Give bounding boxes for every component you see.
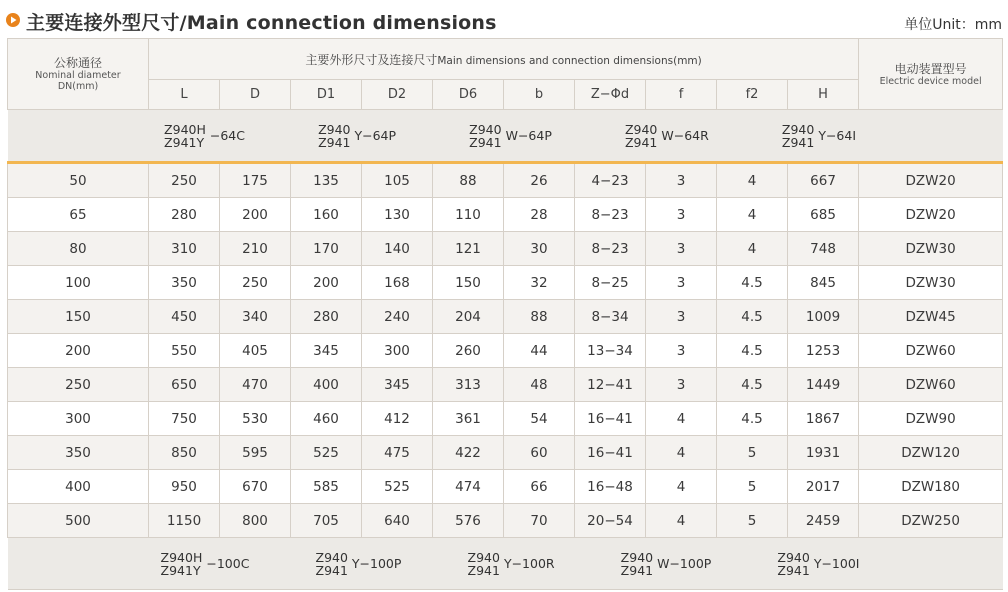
table-cell: 4: [646, 436, 717, 470]
table-cell: 670: [220, 470, 291, 504]
valve-model-suffix: −100C: [206, 556, 250, 571]
table-cell: 400: [291, 368, 362, 402]
table-cell: 88: [504, 300, 575, 334]
valve-model-line1: Z940: [469, 121, 502, 137]
dimension-header: H: [788, 80, 859, 110]
table-cell: 4: [646, 470, 717, 504]
table-cell: 3: [646, 368, 717, 402]
valve-model-line1: Z940: [467, 549, 500, 565]
table-cell: 200: [220, 198, 291, 232]
table-row: [8, 163, 1003, 198]
valve-model-suffix: −64C: [209, 128, 245, 143]
table-row: [8, 266, 1003, 300]
valve-model-line1: Z940: [315, 549, 348, 565]
valve-model-line2: Z941: [620, 562, 654, 578]
valve-model-prefix: [469, 123, 501, 149]
table-cell: 800: [220, 504, 291, 538]
table-cell: 1449: [788, 368, 859, 402]
table-cell: 350: [8, 436, 149, 470]
table-cell: 4.5: [717, 368, 788, 402]
valve-model-suffix: W−64P: [505, 128, 552, 143]
table-cell: 1150: [149, 504, 220, 538]
table-cell: 474: [433, 470, 504, 504]
table-row: [8, 300, 1003, 334]
valve-model-line1: Z940: [318, 121, 351, 137]
table-cell: 150: [8, 300, 149, 334]
valve-model-suffix: Y−100P: [351, 556, 402, 571]
table-cell: 135: [291, 163, 362, 198]
dimension-header: f2: [717, 80, 788, 110]
table-row: [8, 470, 1003, 504]
table-row: [8, 232, 1003, 266]
valve-model: [164, 123, 245, 149]
table-cell: 12−41: [575, 368, 646, 402]
table-cell: 475: [362, 436, 433, 470]
valve-model-line2: Z941: [624, 134, 658, 150]
table-cell: 525: [362, 470, 433, 504]
valve-model-line2: Z941: [469, 134, 502, 150]
table-cell: 412: [362, 402, 433, 436]
table-cell: 168: [362, 266, 433, 300]
model-row-pn64: [8, 110, 1003, 163]
valve-model-prefix: [782, 123, 814, 149]
table-cell: DZW60: [859, 334, 1003, 368]
table-cell: 3: [646, 266, 717, 300]
main-dimensions-header: [149, 39, 859, 80]
table-cell: DZW30: [859, 266, 1003, 300]
table-cell: 422: [433, 436, 504, 470]
table-cell: 280: [291, 300, 362, 334]
valve-model-suffix: Y−64P: [354, 128, 397, 143]
table-cell: 950: [149, 470, 220, 504]
table-row: [8, 504, 1003, 538]
table-cell: 121: [433, 232, 504, 266]
valve-model-prefix: [316, 551, 348, 577]
table-cell: 8−23: [575, 198, 646, 232]
table-cell: 4.5: [717, 266, 788, 300]
table-cell: 5: [717, 470, 788, 504]
table-cell: DZW30: [859, 232, 1003, 266]
table-cell: 705: [291, 504, 362, 538]
table-cell: 595: [220, 436, 291, 470]
main-dimensions-en: Main dimensions and connection dimensions(mm): [437, 54, 702, 67]
table-cell: 16−48: [575, 470, 646, 504]
table-cell: 300: [362, 334, 433, 368]
valve-model-prefix: [468, 551, 500, 577]
nominal-diameter-en: Nominal diameter: [35, 70, 121, 81]
valve-model-line2: Z941: [315, 562, 348, 578]
electric-device-en: Electric device model: [879, 75, 982, 87]
table-cell: 5: [717, 436, 788, 470]
table-cell: 470: [220, 368, 291, 402]
table-cell: 667: [788, 163, 859, 198]
table-row: [8, 402, 1003, 436]
table-cell: 260: [433, 334, 504, 368]
table-cell: 150: [433, 266, 504, 300]
table-cell: 26: [504, 163, 575, 198]
table-cell: 3: [646, 163, 717, 198]
play-circle-icon: [6, 13, 20, 27]
dimensions-table: [7, 38, 1003, 590]
table-cell: 48: [504, 368, 575, 402]
valve-model-prefix: [777, 551, 809, 577]
dimension-header: D1: [291, 80, 362, 110]
table-cell: 88: [433, 163, 504, 198]
valve-model: [777, 551, 859, 577]
table-cell: DZW250: [859, 504, 1003, 538]
valve-model: [782, 123, 856, 149]
table-cell: 345: [362, 368, 433, 402]
dimension-header: f: [646, 80, 717, 110]
electric-device-header: [859, 39, 1003, 110]
nominal-diameter-unit: DN(mm): [57, 81, 99, 92]
table-cell: DZW20: [859, 163, 1003, 198]
table-cell: DZW180: [859, 470, 1003, 504]
table-row: [8, 436, 1003, 470]
table-cell: 204: [433, 300, 504, 334]
table-cell: 340: [220, 300, 291, 334]
table-cell: 66: [504, 470, 575, 504]
valve-model-line2: Z941: [318, 134, 351, 150]
valve-model-suffix: Y−100I: [813, 556, 860, 571]
model-list: [8, 123, 1003, 149]
table-cell: 400: [8, 470, 149, 504]
table-cell: 30: [504, 232, 575, 266]
table-cell: 250: [8, 368, 149, 402]
table-cell: DZW20: [859, 198, 1003, 232]
valve-model-suffix: W−100P: [657, 556, 712, 571]
valve-model-line1: Z940H: [160, 549, 203, 565]
table-cell: 530: [220, 402, 291, 436]
table-cell: 300: [8, 402, 149, 436]
table-cell: 28: [504, 198, 575, 232]
table-cell: 310: [149, 232, 220, 266]
table-cell: 20−54: [575, 504, 646, 538]
page-title: 主要连接外型尺寸/Main connection dimensions: [26, 12, 497, 34]
table-cell: 140: [362, 232, 433, 266]
table-cell: DZW120: [859, 436, 1003, 470]
table-cell: 8−25: [575, 266, 646, 300]
table-cell: 748: [788, 232, 859, 266]
table-cell: 585: [291, 470, 362, 504]
table-cell: 250: [149, 163, 220, 198]
dimension-header: Z−Φd: [575, 80, 646, 110]
valve-model-suffix: W−64R: [661, 128, 709, 143]
table-cell: 850: [149, 436, 220, 470]
table-cell: 460: [291, 402, 362, 436]
dimension-header-row: [8, 80, 1003, 110]
table-cell: 70: [504, 504, 575, 538]
valve-model: [161, 551, 250, 577]
table-cell: 1931: [788, 436, 859, 470]
table-row: [8, 368, 1003, 402]
valve-model-line1: Z940H: [164, 121, 206, 137]
table-cell: 110: [433, 198, 504, 232]
model-row-pn100: [8, 538, 1003, 590]
table-cell: 60: [504, 436, 575, 470]
table-cell: 200: [8, 334, 149, 368]
table-cell: 4.5: [717, 300, 788, 334]
table-cell: 13−34: [575, 334, 646, 368]
table-cell: 3: [646, 198, 717, 232]
table-cell: 50: [8, 163, 149, 198]
table-cell: 350: [149, 266, 220, 300]
valve-model: [468, 551, 555, 577]
table-cell: 5: [717, 504, 788, 538]
valve-model-line1: Z940: [624, 121, 658, 137]
table-cell: 130: [362, 198, 433, 232]
valve-model-prefix: [164, 123, 206, 149]
table-cell: 4: [646, 504, 717, 538]
table-cell: 3: [646, 300, 717, 334]
table-cell: DZW60: [859, 368, 1003, 402]
table-cell: 4: [717, 163, 788, 198]
table-cell: 450: [149, 300, 220, 334]
table-cell: 200: [291, 266, 362, 300]
table-cell: 685: [788, 198, 859, 232]
model-cell: [8, 538, 1003, 590]
valve-model-line1: Z940: [620, 549, 654, 565]
valve-model-line2: Z941: [467, 562, 500, 578]
valve-model-line2: Z941Y: [164, 134, 205, 150]
table-cell: DZW45: [859, 300, 1003, 334]
valve-model: [625, 123, 709, 149]
table-cell: 4: [717, 232, 788, 266]
table-cell: 1009: [788, 300, 859, 334]
valve-model-suffix: Y−100R: [503, 556, 555, 571]
valve-model: [621, 551, 712, 577]
table-cell: 4: [717, 198, 788, 232]
table-cell: 845: [788, 266, 859, 300]
table-cell: 3: [646, 334, 717, 368]
dimension-header: D: [220, 80, 291, 110]
dimension-header: D2: [362, 80, 433, 110]
table-cell: 16−41: [575, 402, 646, 436]
valve-model-prefix: [318, 123, 350, 149]
table-cell: 8−34: [575, 300, 646, 334]
model-cell: [8, 110, 1003, 163]
electric-device-cn: 电动装置型号: [894, 61, 967, 76]
table-cell: DZW90: [859, 402, 1003, 436]
valve-model-prefix: [161, 551, 203, 577]
table-cell: 525: [291, 436, 362, 470]
table-cell: 280: [149, 198, 220, 232]
table-cell: 54: [504, 402, 575, 436]
valve-model-line2: Z941: [781, 134, 815, 150]
table-cell: 32: [504, 266, 575, 300]
valve-model: [469, 123, 552, 149]
page-header: [0, 0, 1008, 36]
valve-model-line2: Z941: [777, 562, 810, 578]
table-cell: 4.5: [717, 402, 788, 436]
valve-model: [316, 551, 402, 577]
valve-model-prefix: [625, 123, 657, 149]
valve-model-prefix: [621, 551, 653, 577]
table-cell: 405: [220, 334, 291, 368]
table-cell: 2017: [788, 470, 859, 504]
table-cell: 210: [220, 232, 291, 266]
table-cell: 500: [8, 504, 149, 538]
table-cell: 1867: [788, 402, 859, 436]
table-cell: 1253: [788, 334, 859, 368]
valve-model-line1: Z940: [781, 121, 815, 137]
table-cell: 4.5: [717, 334, 788, 368]
valve-model-suffix: Y−64I: [818, 128, 857, 143]
table-cell: 313: [433, 368, 504, 402]
table-cell: 4−23: [575, 163, 646, 198]
table-cell: 361: [433, 402, 504, 436]
table-cell: 3: [646, 232, 717, 266]
dimension-header: D6: [433, 80, 504, 110]
table-cell: 100: [8, 266, 149, 300]
table-cell: 16−41: [575, 436, 646, 470]
table-cell: 160: [291, 198, 362, 232]
table-cell: 80: [8, 232, 149, 266]
dimension-header: L: [149, 80, 220, 110]
table-row: [8, 198, 1003, 232]
table-cell: 640: [362, 504, 433, 538]
model-list: [8, 551, 1003, 577]
table-cell: 170: [291, 232, 362, 266]
table-cell: 8−23: [575, 232, 646, 266]
table-cell: 44: [504, 334, 575, 368]
table-cell: 650: [149, 368, 220, 402]
table-cell: 4: [646, 402, 717, 436]
table-cell: 175: [220, 163, 291, 198]
table-cell: 65: [8, 198, 149, 232]
table-cell: 550: [149, 334, 220, 368]
table-row: [8, 334, 1003, 368]
table-cell: 750: [149, 402, 220, 436]
nominal-diameter-cn: 公称通径: [53, 56, 102, 70]
dimension-header: b: [504, 80, 575, 110]
nominal-diameter-header: [8, 39, 149, 110]
table-cell: 576: [433, 504, 504, 538]
unit-label: 单位Unit：mm: [904, 17, 1002, 33]
valve-model-line2: Z941Y: [160, 562, 201, 578]
table-cell: 250: [220, 266, 291, 300]
table-cell: 105: [362, 163, 433, 198]
valve-model-line1: Z940: [777, 549, 810, 565]
main-dimensions-cn: 主要外形尺寸及连接尺寸: [305, 52, 438, 67]
table-cell: 345: [291, 334, 362, 368]
table-cell: 2459: [788, 504, 859, 538]
valve-model: [318, 123, 396, 149]
table-cell: 240: [362, 300, 433, 334]
